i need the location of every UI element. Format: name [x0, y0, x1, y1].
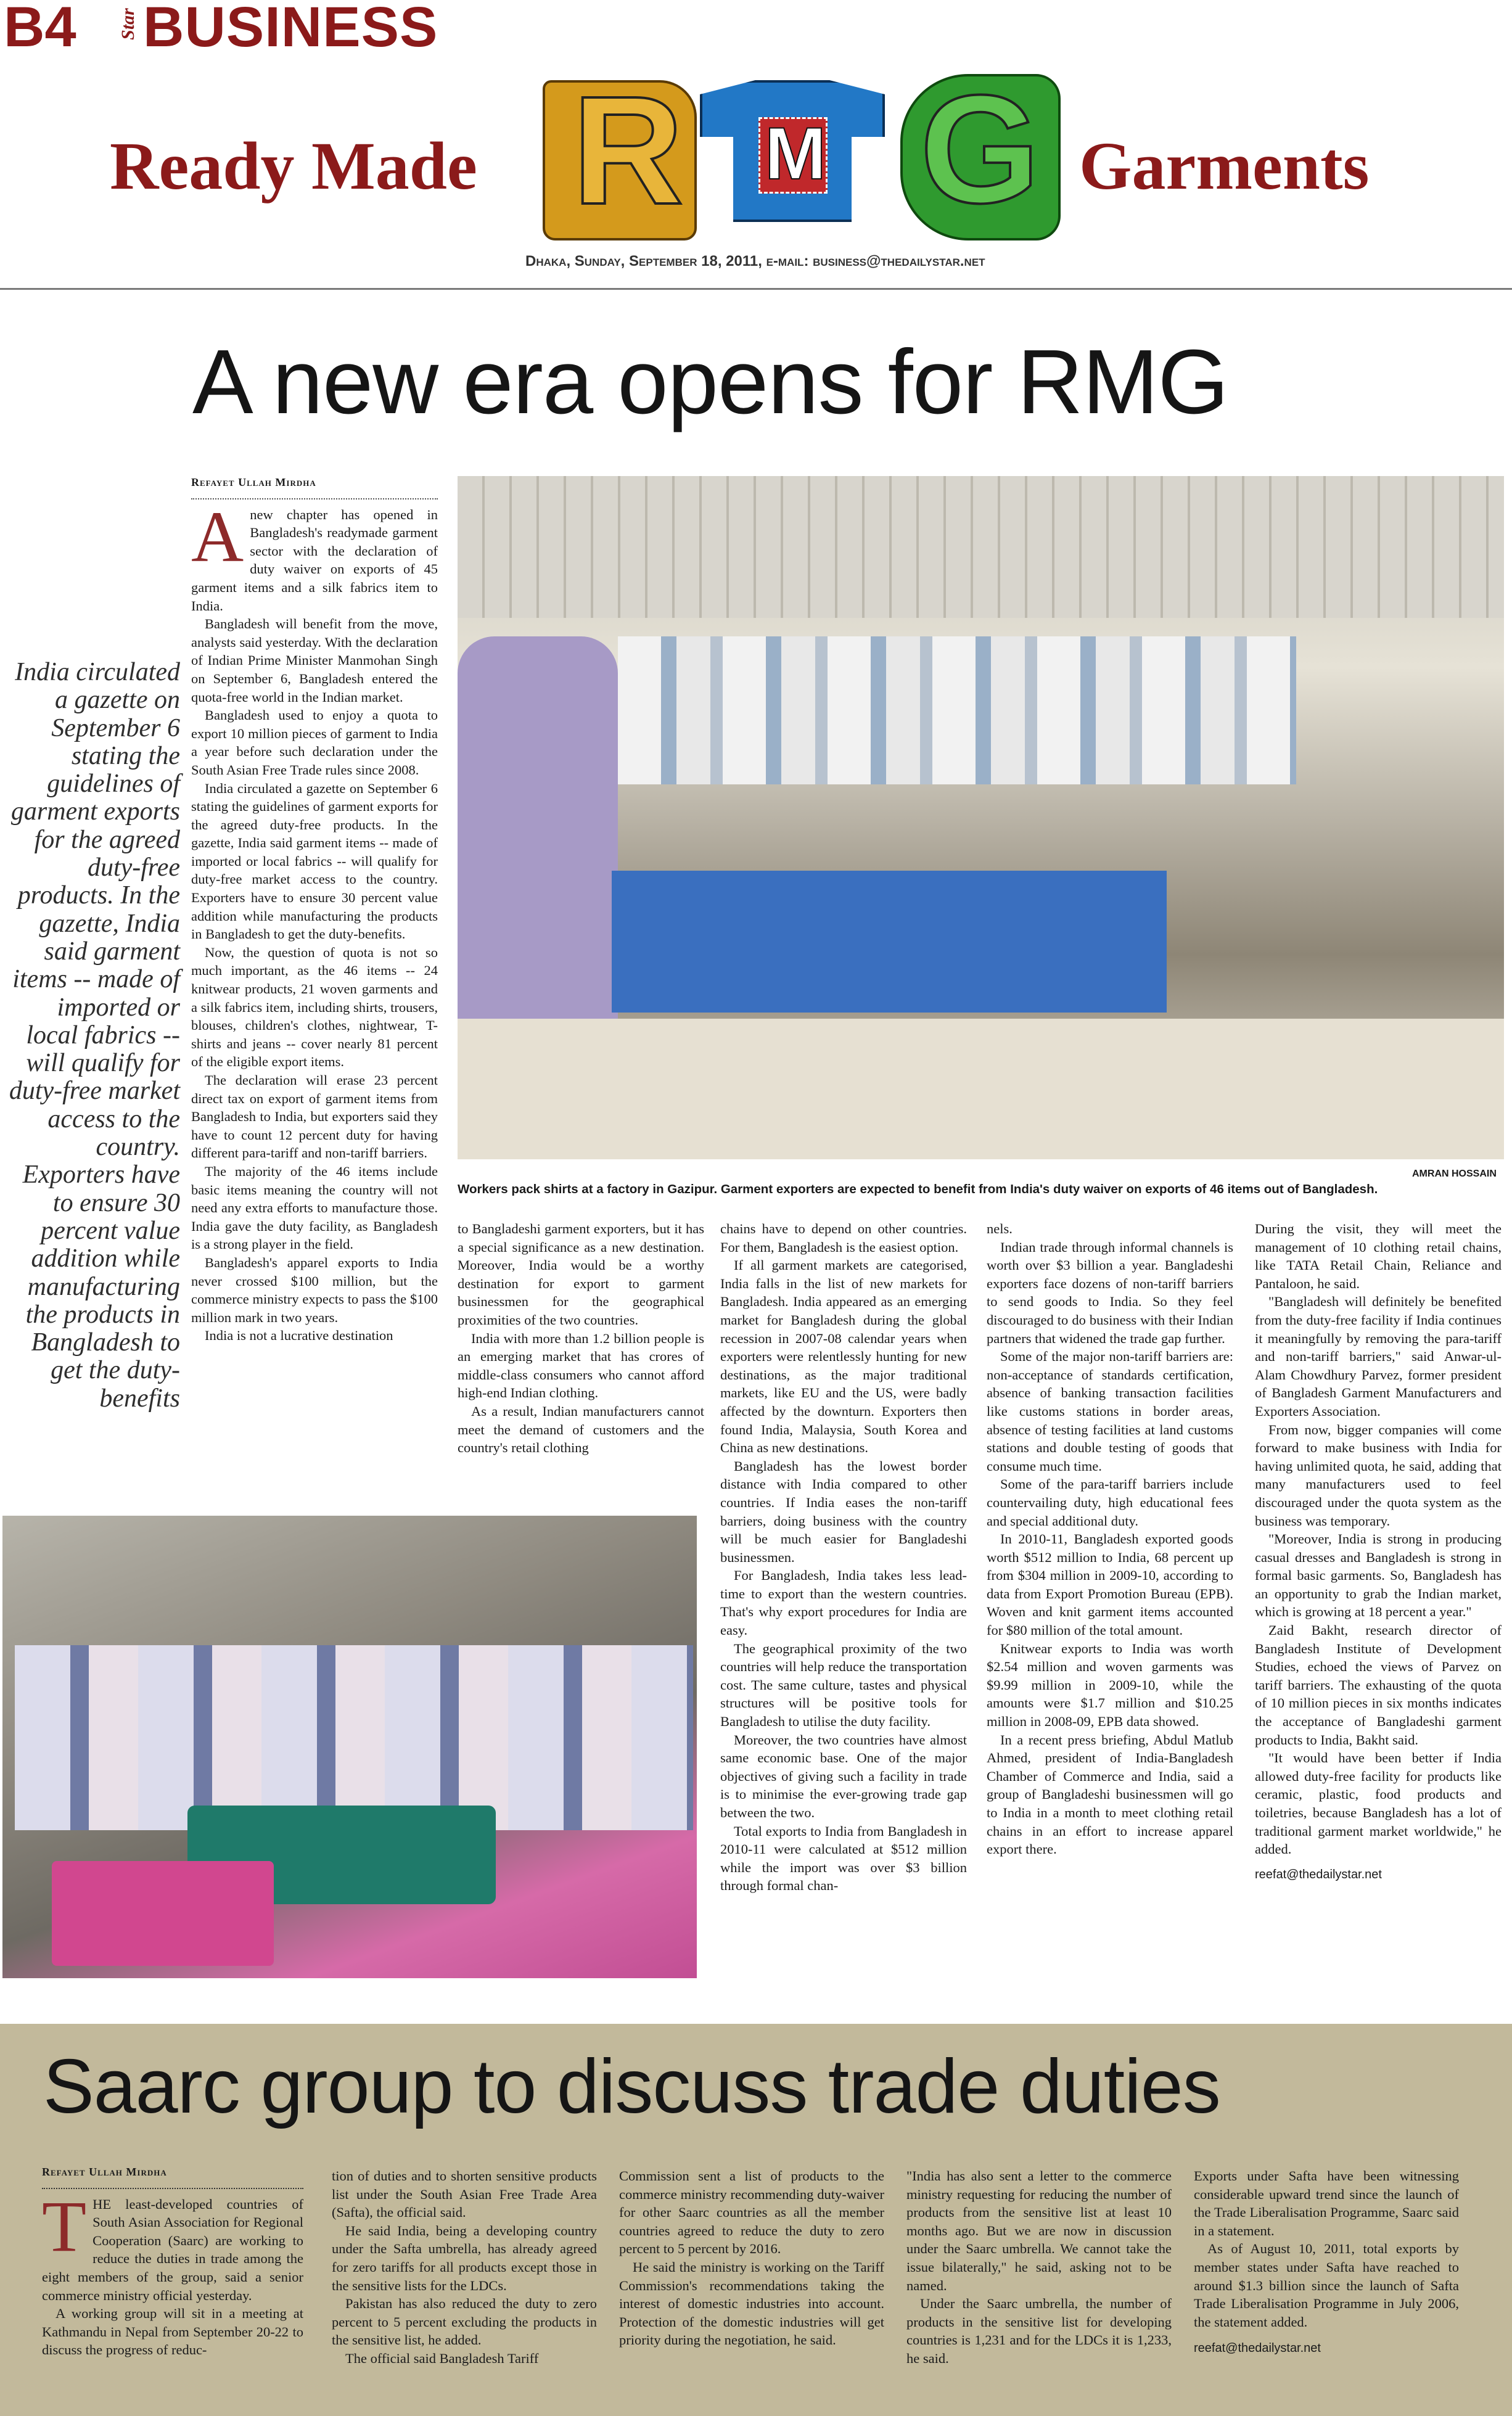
paragraph: India is not a lucrative destination [205, 1328, 393, 1344]
paragraph: India circulated a gazette on September 6 stating the guidelines of garment exports for the agreed duty-free products. In the gazette, India said garment items -- made of imported or local fabrics -- will qualify for duty-free market access to the country. Exporters have to ensure 30 percent value addition while manufacturing the products in Bangladesh to get the duty-benefits. [191, 780, 438, 942]
ready-made-title: Ready Made [110, 128, 477, 203]
paragraph: If all garment markets are categorised, India falls in the list of new markets for Bangladesh. India appeared as an emerging market for Bangladesh during the global recession in 2007-08 calendar years when exporters were relentlessly hunting for new destinations, as the major traditional markets, like EU and the US, were badly affected by the downturn. Exporters then found India, Malaysia, South Korea and China as new destinations. [720, 1257, 967, 1456]
star-logo: Star [117, 8, 138, 40]
story2-col2 [332, 2167, 597, 2368]
pink-garments [52, 1861, 274, 1966]
story1-col2 [458, 1220, 704, 1457]
paragraph: The declaration will erase 23 percent direct tax on export of garment items from Bangladesh to India, but exporters said they have to count 12 percent duty for having different para-tariff and non-tariff barriers. [191, 1072, 438, 1161]
paragraph: Moreover, the two countries have almost same economic base. One of the major objectives of giving such a facility in trade is to minimise the ever-growing trade gap between the two. [720, 1732, 967, 1820]
story2-dropcap: T [42, 2185, 87, 2267]
story1-pullquote: India circulated a gazette on September 6 stating the guidelines of garment exports for the agreed duty-free products. In the gazette, India said garment items -- made of imported or local fabrics -- will qualify for duty-free market access to the country. Exporters have to ensure 30 percent value addition while manufacturing the products in Bangladesh to get the duty-benefits [9, 658, 180, 1413]
paragraph: For Bangladesh, India takes less lead-time to export than the western countries. That's why export procedures for India are easy. [720, 1568, 967, 1638]
photo-credit: AMRAN HOSSAIN [1412, 1169, 1497, 1179]
story2-lead: THE least-developed countries of South Asian Association for Regional Cooperation (Saarc) are working to reduce the duties in trade among the eight members of the group, said a senior commerce ministry official yesterday. [42, 2185, 303, 2303]
story2-col4 [906, 2167, 1172, 2368]
paragraph: A working group will sit in a meeting at Kathmandu in Nepal from September 20-22 to discuss the progress of reduc- [42, 2306, 303, 2358]
story1-lead: Anew chapter has opened in Bangladesh's readymade garment sector with the declaration of duty waiver on exports of 45 garment items and a silk fabrics item to India. [191, 496, 438, 614]
paragraph: Total exports to India from Bangladesh in 2010-11 were calculated at $512 million while the import was over $3 billion through formal chan- [720, 1823, 967, 1894]
paragraph: As of August 10, 2011, total exports by member states under Safta have reached to around $1.3 billion since the launch of Safta Trade Liberalisation Programme in July 2006, the statement added. [1194, 2241, 1459, 2330]
story1-byline: Refayet Ullah Mirdha [191, 474, 438, 499]
paragraph: In 2010-11, Bangladesh exported goods worth $512 million to India, 68 percent up from $304 million in 2009-10, according to data from Export Promotion Bureau (EPB). Woven and knit garment items accounted for $80 million of the total amount. [987, 1531, 1233, 1638]
story2-headline: Saarc group to discuss trade duties [43, 2044, 1220, 2129]
paragraph: "It would have been better if India allowed duty-free facility for products like ceramic, plastic, food products and toiletries, because Bangladesh has a lot of traditional garment market worldwide," he added. [1255, 1750, 1502, 1857]
paragraph: As a result, Indian manufacturers cannot meet the demand of customers and the country's retail clothing [458, 1403, 704, 1456]
story1-email: reefat@thedailystar.net [1255, 1867, 1382, 1881]
paragraph: Under the Saarc umbrella, the number of products in the sensitive list for developing countries is 1,231 and for the LDCs it is 1,233, he said. [906, 2296, 1172, 2366]
worker-figure [458, 636, 618, 1080]
paragraph: Knitwear exports to India was worth $2.54 million and woven garments was $9.99 million in 2009-10, while the amounts were $1.7 million and $10.25 million in 2008-09, EPB data showed. [987, 1640, 1233, 1730]
rmg-logo [543, 63, 1073, 253]
paragraph: Some of the para-tariff barriers include countervailing duty, high educational fees and special additional duty. [987, 1476, 1233, 1529]
paragraph: Commission sent a list of products to the commerce ministry recommending duty-waiver for other Saarc countries as all the member countries agreed to reduce the duty to zero percent to 5 percent by 2016. [619, 2168, 884, 2257]
section-title: BUSINESS [143, 0, 438, 59]
paragraph: "Bangladesh will definitely be benefited from the duty-free facility if India continues it meaningfully by removing the para-tariff and non-tariff barriers," said Anwar-ul-Alam Chowdhury Parvez, former president of Bangladesh Garment Manufacturers and Exporters Association. [1255, 1294, 1502, 1419]
photo-caption: Workers pack shirts at a factory in Gazipur. Garment exporters are expected to benefit from India's duty waiver on exports of 46 items out of Bangladesh. [458, 1182, 1378, 1196]
story1-col5 [1255, 1220, 1502, 1884]
story2-col1 [42, 2163, 303, 2359]
dateline: Dhaka, Sunday, September 18, 2011, e-mail: business@thedailystar.net [525, 253, 985, 269]
logo-letter-m: M [765, 112, 826, 195]
paragraph: India with more than 1.2 billion people is an emerging market that has crores of middle-class consumers who cannot afford high-end Indian clothing. [458, 1330, 704, 1401]
factory-photo-secondary [2, 1516, 697, 1978]
story1-col1 [191, 474, 438, 1345]
paragraph: "India has also sent a letter to the commerce ministry requesting for reducing the number of products from the sensitive list at least 10 months ago. But we are now in discussion under the Saarc umbrella. We cannot take the issue bilaterally," he said, asking not to be named. [906, 2168, 1172, 2293]
workers-row [15, 1645, 693, 1830]
floor [458, 1019, 1504, 1159]
paragraph: tion of duties and to shorten sensitive products list under the South Asian Free Trade Area (Safta), the official said. [332, 2168, 597, 2221]
paragraph: He said India, being a developing country under the Safta umbrella, has already agreed for zero tariffs for all products except those in the sensitive lists for the LDCs. [332, 2222, 597, 2293]
paragraph: Exports under Safta have been witnessing considerable upward trend since the launch of the Trade Liberalisation Programme, Saarc said in a statement. [1194, 2168, 1459, 2238]
story2-email: reefat@thedailystar.net [1194, 2341, 1321, 2356]
paragraph: chains have to depend on other countries. For them, Bangladesh is the easiest option. [720, 1221, 967, 1255]
paragraph: From now, bigger companies will come forward to make business with India for having unlimited quota, he said, adding that many manufacturers used to feel discouraged under the quota system as the business was temporary. [1255, 1421, 1502, 1529]
paragraph: to Bangladeshi garment exporters, but it has a special significance as a new destination. Moreover, India would be a worthy destination for export to garment businessmen for the geographical proximities of the two countries. [458, 1221, 704, 1328]
story2-col3 [619, 2167, 884, 2349]
paragraph: In a recent press briefing, Abdul Matlub Ahmed, president of India-Bangladesh Chamber of Commerce and India, said a group of Bangladeshi businessmen will go to India in a month to meet clothing retail chains in an effort to increase apparel export there. [987, 1732, 1233, 1857]
story1-dropcap: A [191, 496, 244, 577]
garments-title: Garments [1079, 128, 1370, 203]
factory-photo-main [458, 476, 1504, 1159]
paragraph: Indian trade through informal channels is worth over $3 billion a year. Bangladeshi exporters face dozens of non-tariff barriers to send goods to India. So they feel discouraged to do business with their Indian partners that widened the trade gap further. [987, 1239, 1233, 1346]
story2-col5 [1194, 2167, 1459, 2358]
logo-letter-g: G [920, 63, 1040, 235]
packing-table [612, 871, 1167, 1013]
logo-letter-r: R [572, 64, 684, 236]
masthead [0, 0, 1512, 290]
paragraph: Zaid Bakht, research director of Bangladesh Institute of Development Studies, echoed the views of Parvez on tariff barriers. The exhausting of the quota of 10 million pieces in six months indicates the acceptance of Bangladeshi garment products to India, Bakht said. [1255, 1622, 1502, 1748]
paragraph: Pakistan has also reduced the duty to zero percent to 5 percent excluding the products in the sensitive list, he added. [332, 2296, 597, 2348]
paragraph: Bangladesh will benefit from the move, analysts said yesterday. With the declaration of Indian Prime Minister Manmohan Singh on September 6, Bangladesh entered the quota-free world in the Indian market. [191, 616, 438, 705]
paragraph: During the visit, they will meet the management of 10 clothing retail chains, like TATA Retail Chain, Reliance and Pantaloon, he said. [1255, 1221, 1502, 1291]
paragraph: Now, the question of quota is not so much important, as the 46 items -- 24 knitwear products, 21 woven garments and a silk fabrics item, including shirts, trousers, blouses, children's clothes, nightwear, T-shirts and jeans -- cover nearly 81 percent of the eligible export items. [191, 944, 438, 1070]
page-number: B4 [4, 0, 76, 59]
story1-col4 [987, 1220, 1233, 1859]
paragraph: Bangladesh used to enjoy a quota to export 10 million pieces of garment to India a year before such declaration under the South Asian Free Trade rules since 2008. [191, 707, 438, 778]
paragraph: "Moreover, India is strong in producing casual dresses and Bangladesh is strong in formal basic garments. So, Bangladesh has an opportunity to grab the Indian market, which is growing at 18 percent a year." [1255, 1531, 1502, 1620]
paragraph: He said the ministry is working on the Tariff Commission's recommendations taking the interest of domestic industries into account. Protection of the domestic industries will get priority during the negotiation, he said. [619, 2259, 884, 2348]
paragraph: Some of the major non-tariff barriers are: non-acceptance of standards certification, absence of banking transaction facilities like customs stations in border areas, absence of testing facilities at land customs stations and double testing of goods that consume much time. [987, 1349, 1233, 1474]
story1-col3 [720, 1220, 967, 1895]
paragraph: Bangladesh has the lowest border distance with India compared to other countries. If India eases the non-tariff barriers, doing business with the country will be much easier for Bangladeshi businessmen. [720, 1458, 967, 1565]
paragraph: The geographical proximity of the two countries will help reduce the transportation cost. The same culture, tastes and physical structures will be positive tools for Bangladesh to utilise the duty facility. [720, 1640, 967, 1730]
ceiling [458, 476, 1504, 618]
story2-byline: Refayet Ullah Mirdha [42, 2163, 303, 2189]
hanging-shirts [618, 636, 1296, 784]
paragraph: The official said Bangladesh Tariff [345, 2350, 539, 2366]
paragraph: Bangladesh's apparel exports to India never crossed $100 million, but the commerce ministry expects to pass the $100 million mark in two years. [191, 1254, 438, 1325]
paragraph: The majority of the 46 items include basic items meaning the country will not need any extra efforts to manufacture those. India gave the duty facility, as Bangladesh is a strong player in the field. [191, 1163, 438, 1252]
story1-headline: A new era opens for RMG [192, 331, 1228, 433]
paragraph: nels. [987, 1221, 1013, 1236]
